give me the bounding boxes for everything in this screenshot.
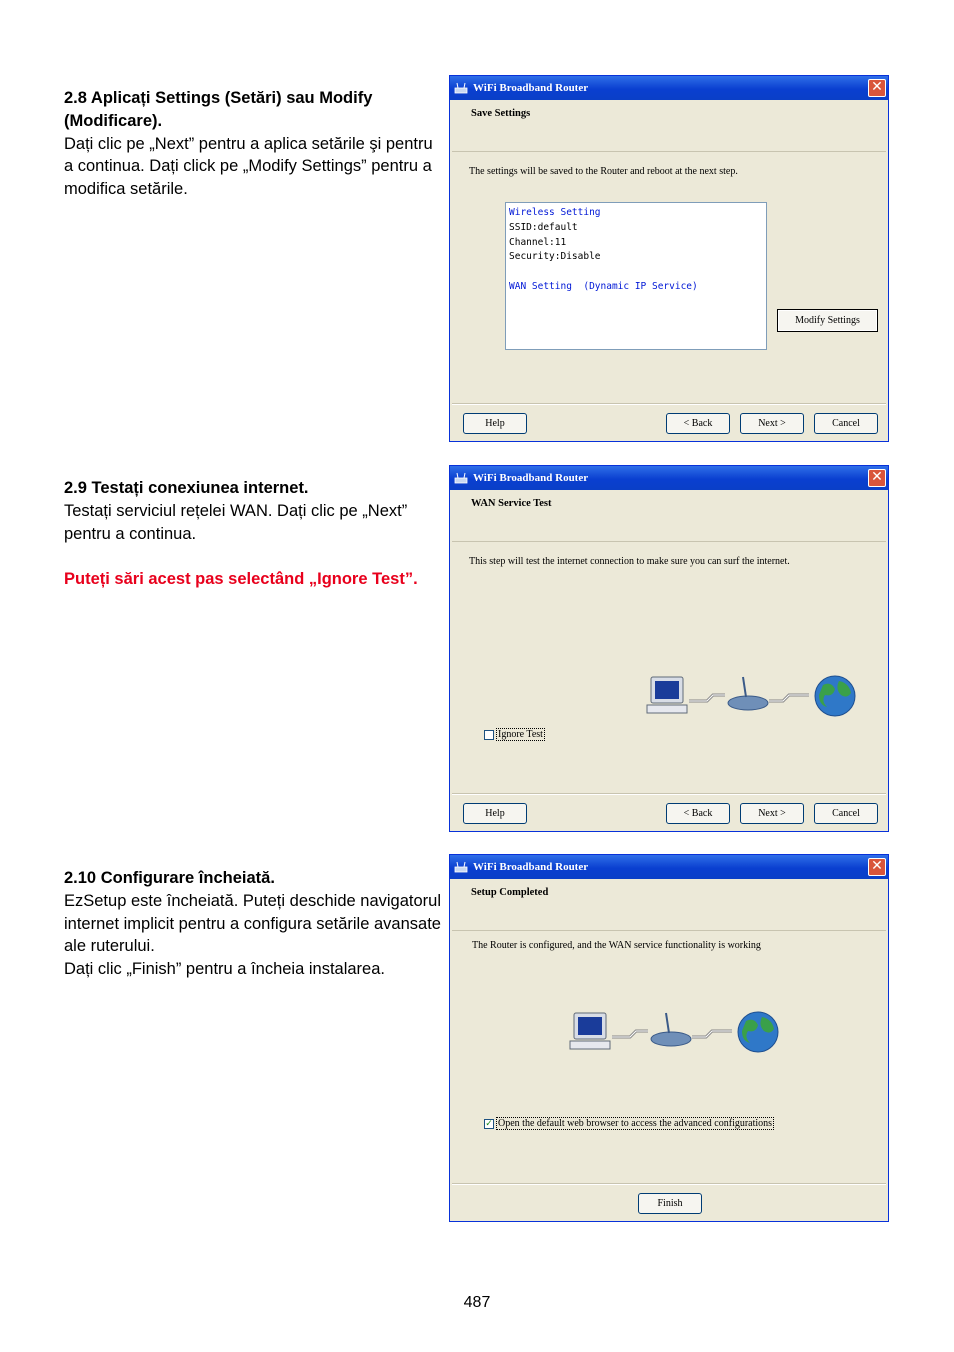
title-bar <box>450 855 888 879</box>
setup-completed-dialog <box>449 854 889 1222</box>
help-button[interactable]: Help <box>463 803 527 824</box>
window-title: WiFi Broadband Router <box>473 82 589 94</box>
checkbox-box[interactable] <box>484 730 494 740</box>
section-note: Puteți sări acest pas selectând „Ignore Test”. <box>64 570 418 589</box>
section-body: Testați serviciul rețelei WAN. Dați clic pe „Next” pentru a continua. <box>64 501 408 543</box>
router-app-icon <box>454 82 468 94</box>
dialog-header <box>452 100 886 152</box>
back-button[interactable]: < Back <box>666 803 730 824</box>
title-bar <box>450 466 888 490</box>
window-title: WiFi Broadband Router <box>473 861 589 873</box>
header-title: WAN Service Test <box>471 498 552 509</box>
header-title: Setup Completed <box>471 887 549 898</box>
dialog-header <box>452 879 886 931</box>
section-heading: 2.9 Testați conexiunea internet. <box>64 479 309 497</box>
list-item: WAN Setting (Dynamic IP Service) <box>509 280 698 292</box>
list-item <box>509 265 763 280</box>
section-body: EzSetup este încheiată. Puteți deschide navigatorul internet implicit pentru a configura setările avansate ale ruterului. <box>64 891 441 956</box>
close-icon[interactable]: ✕ <box>868 469 886 487</box>
close-icon[interactable]: ✕ <box>868 858 886 876</box>
divider <box>452 403 886 405</box>
dialog-description: The settings will be saved to the Router and reboot at the next step. <box>469 166 738 177</box>
open-browser-checkbox[interactable] <box>484 1117 774 1130</box>
finish-button[interactable]: Finish <box>638 1193 702 1214</box>
header-title: Save Settings <box>471 108 531 119</box>
checkbox-checked-icon[interactable]: ✓ <box>485 1118 493 1129</box>
dialog-description: The Router is configured, and the WAN service functionality is working <box>472 940 761 951</box>
list-item: Security:Disable <box>509 251 601 263</box>
save-settings-dialog <box>449 75 889 442</box>
section-2-9 <box>64 477 439 591</box>
dialog-description: This step will test the internet connection to make sure you can surf the internet. <box>469 556 790 567</box>
next-button[interactable]: Next > <box>740 413 804 434</box>
ignore-test-label[interactable]: Ignore Test <box>498 729 543 740</box>
dialog-header <box>452 490 886 542</box>
cancel-button[interactable]: Cancel <box>814 413 878 434</box>
title-bar <box>450 76 888 100</box>
list-item: Channel:11 <box>509 236 567 248</box>
section-heading: 2.8 Aplicați Settings (Setări) sau Modify (Modificare). <box>64 89 373 130</box>
divider <box>452 793 886 795</box>
ignore-test-checkbox[interactable] <box>484 728 545 741</box>
help-button[interactable]: Help <box>463 413 527 434</box>
window-title: WiFi Broadband Router <box>473 472 589 484</box>
list-item: Wireless Setting <box>509 207 601 218</box>
network-diagram-icon <box>568 1007 788 1057</box>
back-button[interactable]: < Back <box>666 413 730 434</box>
next-button[interactable]: Next > <box>740 803 804 824</box>
section-2-10 <box>64 867 444 981</box>
cancel-button[interactable]: Cancel <box>814 803 878 824</box>
divider <box>452 1183 886 1185</box>
page-number: 487 <box>463 1294 491 1311</box>
modify-settings-button[interactable]: Modify Settings <box>777 309 878 332</box>
section-body-2: Dați clic „Finish” pentru a încheia instalarea. <box>64 960 385 979</box>
router-app-icon <box>454 472 468 484</box>
router-app-icon <box>454 861 468 873</box>
section-2-8 <box>64 87 439 201</box>
open-browser-label[interactable]: Open the default web browser to access the advanced configurations <box>498 1118 773 1129</box>
section-heading: 2.10 Configurare încheiată. <box>64 869 275 887</box>
section-body: Dați clic pe „Next” pentru a aplica setările şi pentru a continua. Dați click pe „Modify Settings” pentru a modifica setările. <box>64 134 433 199</box>
close-icon[interactable]: ✕ <box>868 79 886 97</box>
wan-service-test-dialog <box>449 465 889 832</box>
network-diagram-icon <box>645 671 865 721</box>
settings-summary-list[interactable] <box>505 202 767 350</box>
list-item: SSID:default <box>509 221 578 233</box>
